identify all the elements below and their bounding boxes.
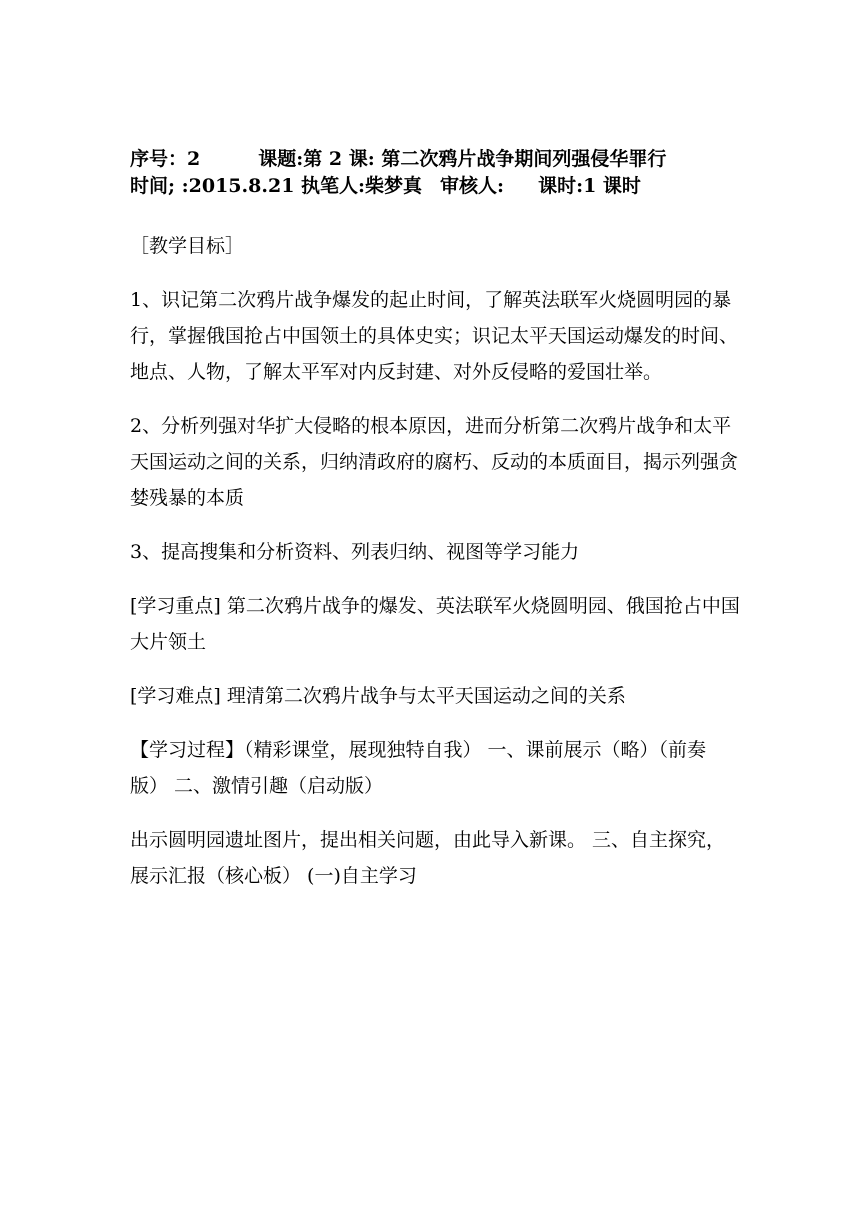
key-points: [学习重点] 第二次鸦片战争的爆发、英法联军火烧圆明园、俄国抢占中国大片领土 (130, 595, 740, 653)
objective-3: 3、提高搜集和分析资料、列表归纳、视图等学习能力 (130, 541, 580, 563)
difficulties: [学习难点] 理清第二次鸦片战争与太平天国运动之间的关系 (130, 685, 626, 707)
serial-number: 序号：2 (130, 148, 201, 170)
class-hours: 课时:1 课时 (538, 175, 641, 197)
header-line-2 (130, 174, 641, 198)
objective-1: 1、识记第二次鸦片战争爆发的起止时间，了解英法联军火烧圆明园的暴行，掌握俄国抢占中国领土的具体史实；识记太平天国运动爆发的时间、地点、人物，了解太平军对内反封建、对外反侵略的爱国壮举。 (130, 289, 739, 383)
objective-2: 2、分析列强对华扩大侵略的根本原因，进而分析第二次鸦片战争和太平天国运动之间的关系，归纳清政府的腐朽、反动的本质面目，揭示列强贪婪残暴的本质 (130, 415, 739, 509)
lesson-topic: 课题:第 2 课: 第二次鸦片战争期间列强侵华罪行 (258, 148, 667, 170)
objectives-heading: ［教学目标］ (130, 235, 245, 257)
learning-process: 【学习过程】（精彩课堂，展现独特自我） 一、课前展示（略）（前奏版） 二、激情引趣（启动版） (130, 739, 707, 797)
introduction: 出示圆明园遗址图片，提出相关问题，由此导入新课。 三、自主探究，展示汇报（核心板） (一)自主学习 (130, 829, 726, 887)
document-body (130, 228, 740, 912)
header-line-1 (130, 147, 666, 171)
time-author: 时间; :2015.8.21 执笔人:柴梦真 (130, 175, 423, 197)
reviewer: 审核人: (440, 175, 505, 197)
